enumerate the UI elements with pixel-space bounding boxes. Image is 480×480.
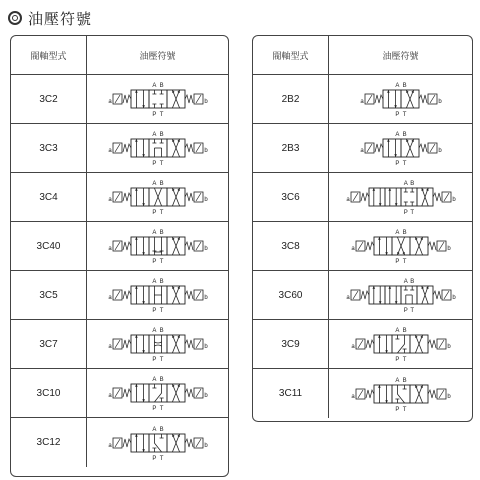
- valve-symbol: [349, 374, 453, 414]
- model-cell: 3C4: [11, 173, 87, 221]
- solenoid-a-label: a: [107, 148, 112, 154]
- model-cell: 2B2: [253, 75, 329, 123]
- header-model: 閥軸型式: [253, 36, 329, 74]
- page-header: [8, 8, 92, 28]
- valve-symbol: [106, 128, 210, 168]
- solenoid-a-label: a: [107, 344, 112, 350]
- port-b-label: B: [402, 377, 407, 384]
- port-t-label: T: [159, 357, 163, 363]
- valve-symbol-graphic: [365, 139, 437, 157]
- port-b-label: B: [402, 230, 407, 236]
- table-row: [253, 369, 472, 418]
- solenoid-b-label: b: [451, 295, 456, 301]
- symbol-table-left: [10, 35, 229, 477]
- port-p-label: P: [151, 455, 156, 462]
- solenoid-a-label: a: [345, 197, 350, 203]
- model-cell: 3C8: [253, 222, 329, 270]
- valve-symbol-graphic: [113, 139, 203, 157]
- valve-symbol-graphic: [351, 286, 451, 304]
- solenoid-a-label: a: [345, 295, 350, 301]
- valve-symbol: [106, 275, 210, 315]
- valve-symbol-graphic: [351, 188, 451, 206]
- solenoid-a-label: a: [107, 99, 112, 105]
- valve-symbol-graphic: [113, 237, 203, 255]
- model-cell: 2B3: [253, 124, 329, 172]
- model-cell: 3C6: [253, 173, 329, 221]
- solenoid-b-label: b: [437, 99, 442, 105]
- valve-symbol: [106, 373, 210, 413]
- port-b-label: B: [159, 279, 164, 285]
- port-a-label: A: [394, 328, 399, 334]
- port-p-label: P: [151, 308, 156, 314]
- solenoid-a-label: a: [359, 99, 364, 105]
- port-a-label: A: [403, 279, 408, 285]
- symbol-cell: [329, 271, 472, 319]
- port-b-label: B: [159, 230, 164, 236]
- valve-symbol: [337, 177, 465, 217]
- port-p-label: P: [151, 210, 156, 216]
- port-a-label: A: [151, 230, 156, 236]
- header-symbol: 油壓符號: [139, 51, 176, 62]
- port-a-label: A: [403, 181, 408, 187]
- table-header: [253, 36, 472, 75]
- solenoid-a-label: a: [107, 393, 112, 399]
- port-a-label: A: [151, 328, 156, 334]
- page-title: 油壓符號: [28, 9, 93, 28]
- symbol-cell: [329, 320, 472, 368]
- solenoid-a-label: a: [350, 246, 355, 252]
- table-row: [253, 320, 472, 369]
- port-t-label: T: [159, 112, 163, 118]
- port-t-label: T: [402, 259, 406, 265]
- table-header: [11, 36, 228, 75]
- port-b-label: B: [159, 181, 164, 187]
- symbol-cell: [87, 271, 228, 319]
- table-row: [253, 222, 472, 271]
- port-t-label: T: [402, 406, 406, 413]
- table-row: [253, 173, 472, 222]
- port-b-label: B: [159, 328, 164, 334]
- port-a-label: A: [394, 83, 399, 89]
- port-p-label: P: [394, 357, 399, 363]
- table-body: [253, 75, 472, 418]
- solenoid-a-label: a: [107, 246, 112, 252]
- model-cell: 3C40: [11, 222, 87, 270]
- port-t-label: T: [159, 308, 163, 314]
- valve-symbol-graphic: [356, 385, 446, 403]
- valve-symbol: [106, 226, 210, 266]
- port-a-label: A: [151, 181, 156, 187]
- circle-bullet-icon: [8, 11, 22, 25]
- symbol-cell: [87, 124, 228, 172]
- table-row: [11, 222, 228, 271]
- port-t-label: T: [159, 259, 163, 265]
- symbol-cell: [329, 124, 472, 172]
- port-t-label: T: [159, 455, 163, 462]
- solenoid-b-label: b: [446, 393, 451, 400]
- model-cell: 3C3: [11, 124, 87, 172]
- solenoid-b-label: b: [451, 197, 456, 203]
- table-row: [11, 124, 228, 173]
- model-cell: 3C7: [11, 320, 87, 368]
- symbol-cell: [87, 418, 228, 467]
- port-b-label: B: [402, 132, 407, 138]
- port-t-label: T: [402, 112, 406, 118]
- symbol-cell: [329, 173, 472, 221]
- valve-symbol-graphic: [113, 188, 203, 206]
- port-p-label: P: [151, 259, 156, 265]
- port-t-label: T: [402, 161, 406, 167]
- solenoid-b-label: b: [203, 442, 208, 449]
- port-t-label: T: [159, 406, 163, 412]
- valve-symbol: [349, 226, 453, 266]
- port-t-label: T: [159, 210, 163, 216]
- valve-symbol-graphic: [365, 90, 437, 108]
- model-cell: 3C2: [11, 75, 87, 123]
- valve-symbol-graphic: [113, 335, 203, 353]
- solenoid-a-label: a: [359, 148, 364, 154]
- port-a-label: A: [394, 230, 399, 236]
- model-cell: 3C5: [11, 271, 87, 319]
- model-cell: 3C9: [253, 320, 329, 368]
- valve-symbol: [349, 128, 453, 168]
- port-a-label: A: [151, 279, 156, 285]
- symbol-cell: [329, 369, 472, 418]
- solenoid-a-label: a: [350, 393, 355, 400]
- port-b-label: B: [159, 83, 164, 89]
- port-p-label: P: [403, 308, 408, 314]
- port-b-label: B: [402, 83, 407, 89]
- symbol-cell: [87, 75, 228, 123]
- symbol-cell: [87, 369, 228, 417]
- port-a-label: A: [151, 426, 156, 433]
- port-t-label: T: [409, 210, 414, 216]
- valve-symbol: [349, 79, 453, 119]
- solenoid-b-label: b: [437, 148, 442, 154]
- valve-symbol: [106, 324, 210, 364]
- symbol-cell: [87, 173, 228, 221]
- port-b-label: B: [159, 377, 164, 383]
- port-a-label: A: [151, 83, 156, 89]
- valve-symbol: [106, 79, 210, 119]
- table-row: [11, 369, 228, 418]
- table-row: [253, 124, 472, 173]
- valve-symbol-graphic: [113, 434, 203, 452]
- header-symbol: 油壓符號: [382, 51, 419, 62]
- port-a-label: A: [151, 377, 156, 383]
- port-b-label: B: [409, 279, 414, 285]
- port-b-label: B: [402, 328, 407, 334]
- model-cell: 3C60: [253, 271, 329, 319]
- table-row: [253, 75, 472, 124]
- valve-symbol-graphic: [113, 286, 203, 304]
- valve-symbol-graphic: [113, 384, 203, 402]
- symbol-table-right: [252, 35, 473, 422]
- port-p-label: P: [151, 161, 156, 167]
- solenoid-b-label: b: [203, 295, 208, 301]
- port-t-label: T: [402, 357, 406, 363]
- model-cell: 3C12: [11, 418, 87, 467]
- table-body: [11, 75, 228, 467]
- port-t-label: T: [159, 161, 163, 167]
- table-row: [11, 418, 228, 467]
- solenoid-a-label: a: [350, 344, 355, 350]
- table-row: [11, 75, 228, 124]
- port-p-label: P: [151, 357, 156, 363]
- valve-symbol-graphic: [356, 237, 446, 255]
- port-p-label: P: [151, 406, 156, 412]
- port-t-label: T: [409, 308, 414, 314]
- valve-symbol: [349, 324, 453, 364]
- model-cell: 3C11: [253, 369, 329, 418]
- port-p-label: P: [151, 112, 156, 118]
- port-p-label: P: [394, 259, 399, 265]
- header-model: 閥軸型式: [11, 36, 87, 74]
- solenoid-b-label: b: [446, 344, 451, 350]
- port-b-label: B: [409, 181, 414, 187]
- solenoid-a-label: a: [107, 295, 112, 301]
- symbol-cell: [329, 75, 472, 123]
- valve-symbol: [106, 423, 210, 463]
- port-a-label: A: [151, 132, 156, 138]
- port-p-label: P: [394, 161, 399, 167]
- table-row: [11, 271, 228, 320]
- valve-symbol-graphic: [356, 335, 446, 353]
- valve-symbol-graphic: [113, 90, 203, 108]
- solenoid-a-label: a: [107, 197, 112, 203]
- solenoid-b-label: b: [446, 246, 451, 252]
- valve-symbol: [106, 177, 210, 217]
- solenoid-b-label: b: [203, 99, 208, 105]
- valve-symbol: [337, 275, 465, 315]
- model-cell: 3C10: [11, 369, 87, 417]
- solenoid-b-label: b: [203, 197, 208, 203]
- symbol-cell: [329, 222, 472, 270]
- solenoid-b-label: b: [203, 148, 208, 154]
- table-row: [11, 173, 228, 222]
- symbol-cell: [87, 222, 228, 270]
- port-p-label: P: [394, 406, 399, 413]
- table-row: [11, 320, 228, 369]
- port-b-label: B: [159, 426, 164, 433]
- table-row: [253, 271, 472, 320]
- port-p-label: P: [403, 210, 408, 216]
- solenoid-b-label: b: [203, 344, 208, 350]
- solenoid-b-label: b: [203, 246, 208, 252]
- port-a-label: A: [394, 132, 399, 138]
- symbol-cell: [87, 320, 228, 368]
- port-b-label: B: [159, 132, 164, 138]
- port-a-label: A: [394, 377, 399, 384]
- solenoid-a-label: a: [107, 442, 112, 449]
- port-p-label: P: [394, 112, 399, 118]
- solenoid-b-label: b: [203, 393, 208, 399]
